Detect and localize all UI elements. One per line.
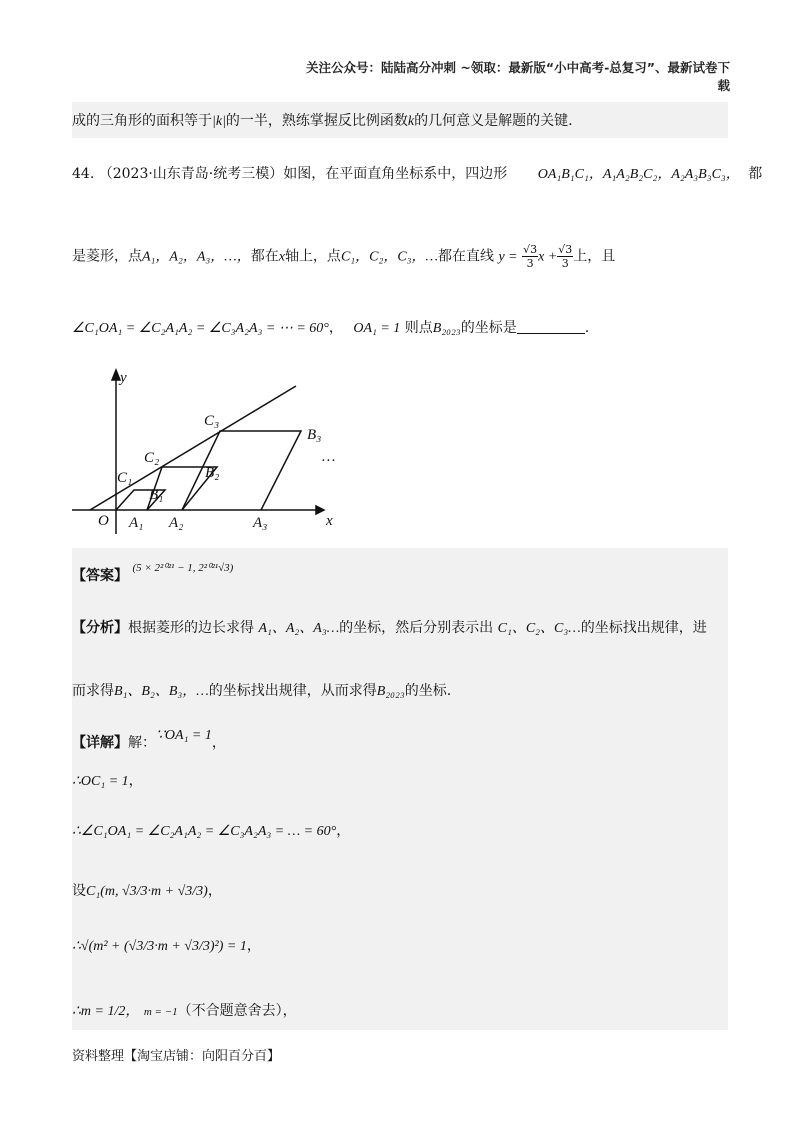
question-number: 44. [72,166,95,182]
detail-line-6: ∴m = 1/2， m = −1（不合题意舍去）， [72,1003,297,1019]
label-A1: A₁ [129,515,144,531]
answer-line [72,562,234,585]
analysis-line-1: 【分析】根据菱形的边长求得 A₁、A₂、A₃…的坐标，然后分别表示出 C₁、C₂、C₃…的坐标找出规律，进 [72,620,707,636]
line-graph [90,386,296,510]
detail-line-1: 【详解】解：∵OA₁ = 1， [72,728,226,751]
label-x: x [326,513,333,529]
detail-label: 【详解】 [72,735,128,751]
detail-line-3: ∴∠C₁OA₁ = ∠C₂A₁A₂ = ∠C₃A₂A₃ = … = 60°， [72,823,351,839]
question-line-1: 44. （2023·山东青岛·统考三模）如图，在平面直角坐标系中，四边形 OA₁B₁C₁，A₁A₂B₂C₂，A₂A₃B₃C₃， 都 [72,166,763,182]
y-axis-arrow [112,370,120,380]
label-A2: A₂ [169,515,184,531]
label-C3: C₃ [204,413,220,429]
detail-line-5: ∴√(m² + (√3/3·m + √3/3)²) = 1， [72,938,261,954]
label-C1: C₁ [117,470,133,486]
label-O: O [98,513,109,529]
label-A3: A₃ [253,515,268,531]
question-line-2: 是菱形，点A₁，A₂，A₃，…，都在x轴上，点C₁，C₂，C₃，…都在直线 y = $\frac{√3}{3}$ x + $\frac{√3}{3}$ 上，且 [72,243,616,270]
line-slope-fraction: $\frac{√3}{3}$ [523,243,538,270]
answer-blank [517,319,585,334]
page-footer: 资料整理【淘宝店铺：向阳百分百】 [72,1049,281,1064]
line-intercept-fraction: $\frac{√3}{3}$ [558,243,573,270]
answer-value: (5 × 2²⁰²¹ − 1, 2²⁰²¹√3) [132,562,234,574]
rhombus-figure [72,362,362,534]
label-B3: B₃ [307,427,322,443]
question-line-3: ∠C₁OA₁ = ∠C₂A₁A₂ = ∠C₃A₂A₃ = ⋯ = 60°， OA₁ = 1 则点B₂₀₂₃的坐标是 . [72,320,590,336]
label-B1: B₁ [149,487,164,503]
quadrilaterals: OA₁B₁C₁，A₁A₂B₂C₂，A₂A₃B₃C₃， [537,167,740,182]
label-y: y [120,370,127,386]
x-axis-arrow [316,506,324,514]
prev-solution-text: 成的三角形的面积等于|k|的一半，熟练掌握反比例函数k的几何意义是解题的关键. [72,113,573,129]
label-dots: … [322,449,336,465]
angle-equation: ∠C₁OA₁ = ∠C₂A₁A₂ = ∠C₃A₂A₃ = ⋯ = 60° [72,321,329,336]
label-B2: B₂ [205,465,220,481]
abs-k: |k| [212,114,226,129]
question-source: （2023·山东青岛·统考三模） [98,166,284,182]
detail-line-4: 设C₁(m, √3/3·m + √3/3)， [72,883,222,899]
page-header: 关注公众号：陆陆高分冲刺 ~领取：最新版“小中高考-总复习”、最新试卷下载 [306,60,730,93]
label-C2: C₂ [144,450,160,466]
answer-label: 【答案】 [72,568,128,584]
analysis-label: 【分析】 [72,620,128,636]
rhombus-3 [182,431,301,510]
analysis-line-2: 而求得B₁、B₂、B₃，…的坐标找出规律，从而求得B₂₀₂₃的坐标. [72,683,452,699]
detail-line-2: ∴OC₁ = 1， [72,773,143,789]
